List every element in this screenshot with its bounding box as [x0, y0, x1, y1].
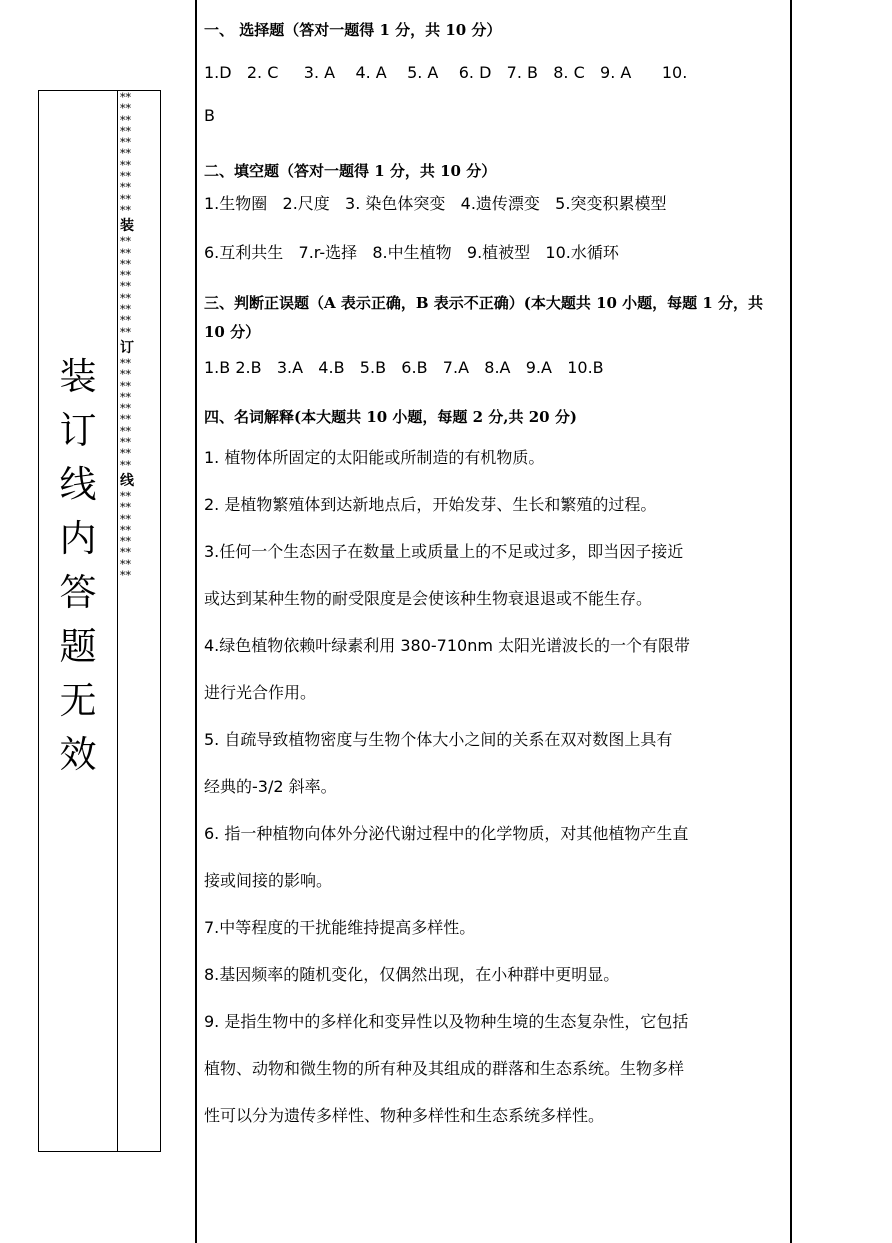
margin-asterisks: ** — [120, 235, 131, 249]
section-heading-truefalse: 三、判断正误题（A 表示正确，B 表示不正确）(本大题共 10 小题，每题 1 分，共 10 分） — [204, 294, 764, 341]
term-explanation-line: 接或间接的影响。 — [204, 871, 333, 890]
margin-asterisks: ** — [120, 501, 131, 515]
margin-asterisks: ** — [120, 246, 131, 260]
margin-asterisks: ** — [120, 303, 131, 317]
binding-divider — [117, 90, 118, 1152]
term-explanation-line: 2. 是植物繁殖体到达新地点后，开始发芽、生长和繁殖的过程。 — [204, 495, 657, 514]
term-explanation-line: 性可以分为遗传多样性、物种多样性和生态系统多样性。 — [204, 1106, 605, 1125]
term-explanation-line: 植物、动物和微生物的所有种及其组成的群落和生态系统。生物多样 — [204, 1059, 685, 1078]
margin-asterisks: ** — [120, 291, 131, 305]
term-explanation-line: 8.基因频率的随机变化，仅偶然出现，在小种群中更明显。 — [204, 965, 620, 984]
terms-list — [204, 434, 784, 1139]
margin-asterisks: ** — [120, 402, 131, 416]
notice-char: 装 — [59, 355, 97, 398]
margin-asterisks: ** — [120, 325, 131, 339]
section-heading-choice: 一、 选择题（答对一题得 1 分，共 10 分） — [204, 21, 502, 39]
margin-binding-char: 订 — [120, 339, 134, 356]
margin-asterisks: ** — [120, 158, 131, 172]
answer-line: 1.生物圈 2.尺度 3. 染色体突变 4.遗传漂变 5.突变积累模型 — [204, 194, 667, 213]
term-explanation-line: 6. 指一种植物向体外分泌代谢过程中的化学物质，对其他植物产生直 — [204, 824, 689, 843]
notice-char: 无 — [59, 679, 97, 722]
margin-asterisks: ** — [120, 102, 131, 116]
margin-asterisks: ** — [120, 136, 131, 150]
margin-asterisks: ** — [120, 458, 131, 472]
margin-asterisks: ** — [120, 512, 131, 526]
answer-line: 1.D 2. C 3. A 4. A 5. A 6. D 7. B 8. C 9. A 10. — [204, 63, 688, 82]
section-heading-fill: 二、填空题（答对一题得 1 分，共 10 分） — [204, 162, 497, 180]
answer-line: B — [204, 106, 215, 125]
answer-line: 6.互利共生 7.r-选择 8.中生植物 9.植被型 10.水循环 — [204, 243, 619, 262]
term-explanation-line: 5. 自疏导致植物密度与生物个体大小之间的关系在双对数图上具有 — [204, 730, 673, 749]
margin-asterisks: ** — [120, 113, 131, 127]
binding-line-marks — [120, 92, 160, 581]
margin-asterisks: ** — [120, 535, 131, 549]
margin-asterisks: ** — [120, 147, 131, 161]
binding-notice — [52, 350, 104, 782]
margin-asterisks: ** — [120, 192, 131, 206]
margin-asterisks: ** — [120, 390, 131, 404]
margin-asterisks: ** — [120, 424, 131, 438]
margin-asterisks: ** — [120, 181, 131, 195]
margin-asterisks: ** — [120, 203, 131, 217]
margin-asterisks: ** — [120, 124, 131, 138]
margin-asterisks: ** — [120, 568, 131, 582]
term-explanation-line: 7.中等程度的干扰能维持提高多样性。 — [204, 918, 476, 937]
margin-asterisks: ** — [120, 557, 131, 571]
notice-char: 订 — [59, 409, 97, 452]
margin-asterisks: ** — [120, 314, 131, 328]
margin-asterisks: ** — [120, 91, 131, 104]
margin-asterisks: ** — [120, 368, 131, 382]
notice-char: 答 — [59, 571, 97, 614]
notice-char: 内 — [59, 517, 97, 560]
margin-asterisks: ** — [120, 546, 131, 560]
term-explanation-line: 9. 是指生物中的多样化和变异性以及物种生境的生态复杂性，它包括 — [204, 1012, 689, 1031]
margin-asterisks: ** — [120, 269, 131, 283]
term-explanation-line: 经典的-3/2 斜率。 — [204, 777, 337, 796]
answer-line: 1.B 2.B 3.A 4.B 5.B 6.B 7.A 8.A 9.A 10.B — [204, 358, 604, 377]
margin-binding-char: 线 — [120, 472, 134, 489]
notice-char: 题 — [59, 625, 97, 668]
margin-asterisks: ** — [120, 379, 131, 393]
notice-char: 效 — [59, 733, 97, 776]
answer-sheet — [204, 0, 784, 1139]
margin-asterisks: ** — [120, 436, 131, 450]
margin-asterisks: ** — [120, 170, 131, 184]
notice-char: 线 — [59, 463, 97, 506]
term-explanation-line: 或达到某种生物的耐受限度是会使该种生物衰退退或不能生存。 — [204, 589, 653, 608]
term-explanation-line: 3.任何一个生态因子在数量上或质量上的不足或过多，即当因子接近 — [204, 542, 684, 561]
margin-asterisks: ** — [120, 489, 131, 503]
margin-asterisks: ** — [120, 523, 131, 537]
margin-asterisks: ** — [120, 413, 131, 427]
term-explanation-line: 4.绿色植物依赖叶绿素利用 380-710nm 太阳光谱波长的一个有限带 — [204, 636, 691, 655]
margin-asterisks: ** — [120, 257, 131, 271]
margin-asterisks: ** — [120, 356, 131, 370]
margin-binding-char: 装 — [120, 218, 134, 235]
margin-asterisks: ** — [120, 280, 131, 294]
margin-asterisks: ** — [120, 447, 131, 461]
term-explanation-line: 进行光合作用。 — [204, 683, 317, 702]
term-explanation-line: 1. 植物体所固定的太阳能或所制造的有机物质。 — [204, 448, 545, 467]
section-heading-terms: 四、名词解释(本大题共 10 小题，每题 2 分,共 20 分) — [204, 408, 577, 426]
